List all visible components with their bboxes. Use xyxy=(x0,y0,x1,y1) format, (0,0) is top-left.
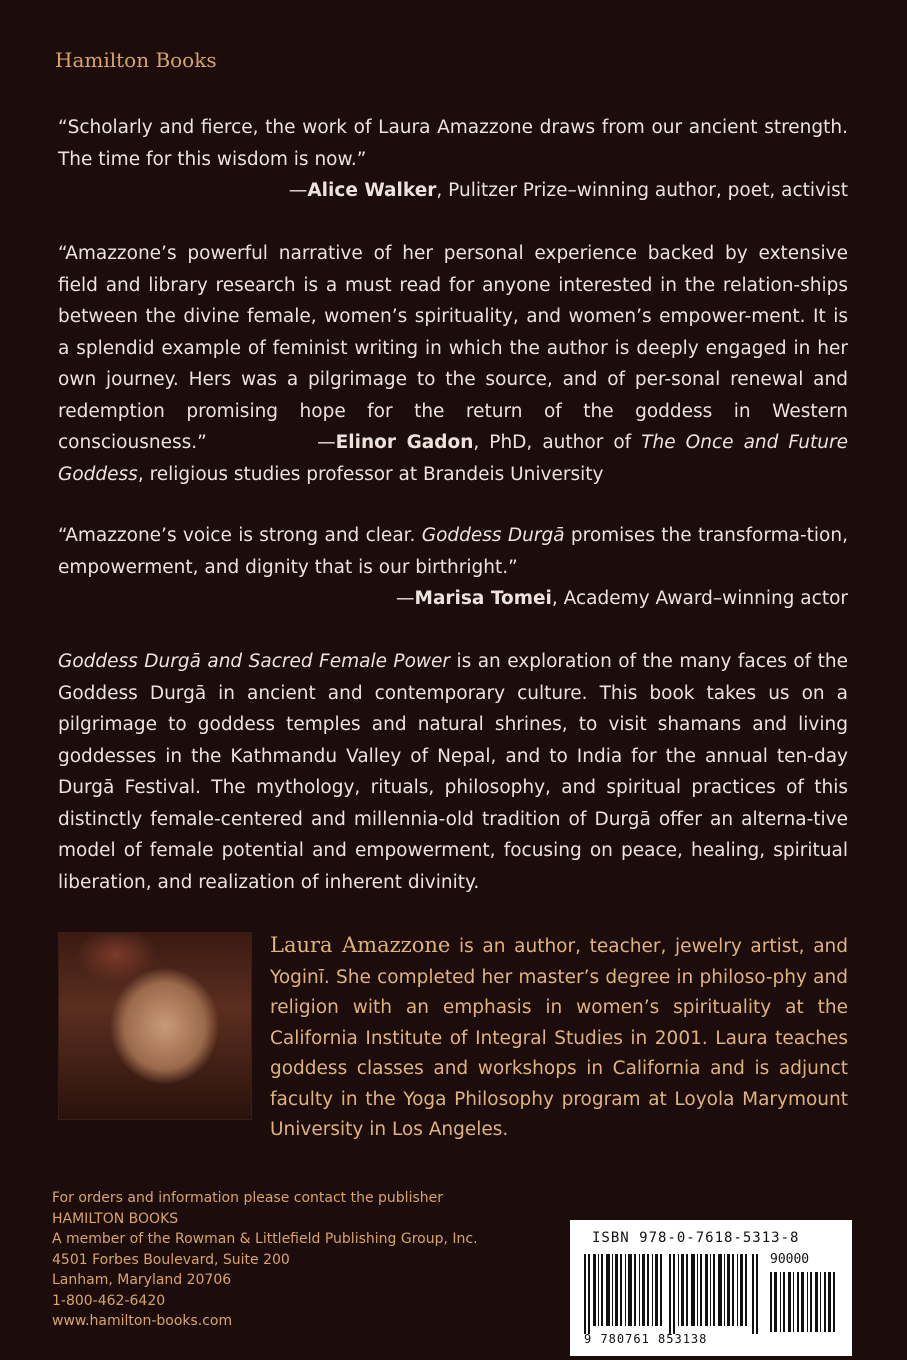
quote-text xyxy=(58,520,848,583)
contact-line: 4501 Forbes Boulevard, Suite 200 xyxy=(52,1251,290,1268)
author-name: Laura Amazzone xyxy=(270,933,451,957)
quote-body-end: promises the transforma-tion, empowerment, and dignity that is our birthright.” xyxy=(58,525,848,578)
book-description xyxy=(58,646,848,898)
price-code: 90000 xyxy=(770,1252,810,1267)
quote-book-title: Goddess Durgā xyxy=(421,525,565,546)
author-bio xyxy=(270,930,848,1146)
quote-body: “Amazzone’s powerful narrative of her personal experience backed by extensive field and library research is a must read for anyone interested in the relation-ships between the divine female, women’s spirituality, and women’s empower-ment. It is a splendid example of feminist writing in which the author is deeply engaged in her own journey. Hers was a pilgrimage to the source, and of per-sonal renewal and redemption promising hope for the return of the goddess in Western consciousness.” xyxy=(58,243,848,453)
contact-line: Lanham, Maryland 20706 xyxy=(52,1272,232,1288)
barcode-digits: 9 780761 853138 xyxy=(584,1332,708,1346)
description-body: is an exploration of the many faces of the Goddess Durgā in ancient and contemporary culture. This book takes us on a pilgrimage to goddess temples and natural shrines, to visit shamans and living goddesses in the Kathmandu Valley of Nepal, and to India for the annual ten-day Durgā Festival. The mythology, rituals, philosophy, and spiritual practices of this distinctly female-centered and millennia-old tradition of Durgā offer an alterna-tive model of female potential and empowerment, focusing on peace, healing, spiritual liberation, and realization of inherent divinity. xyxy=(58,651,848,893)
book-title: Goddess Durgā and Sacred Female Power xyxy=(58,651,451,672)
quote-marisa-tomei xyxy=(58,520,848,615)
quote-elinor-gadon xyxy=(58,238,848,490)
attribution-name: Alice Walker xyxy=(307,180,437,201)
barcode-bars-main xyxy=(584,1254,764,1334)
attribution-dash: — xyxy=(288,180,308,201)
isbn-text: ISBN 978-0-7618-5313-8 xyxy=(592,1230,800,1246)
attribution-role: , PhD, author of xyxy=(473,432,642,453)
attribution-role: , Academy Award–winning actor xyxy=(551,588,848,609)
quote-attribution xyxy=(58,175,848,207)
contact-line: A member of the Rowman & Littlefield Publishing Group, Inc. xyxy=(52,1231,478,1247)
quote-body-start: “Amazzone’s voice is strong and clear. xyxy=(58,525,422,546)
quote-alice-walker xyxy=(58,112,848,207)
attribution-book: The Once and Future Goddess xyxy=(58,432,848,485)
quote-attribution xyxy=(58,583,848,615)
contact-line: www.hamilton-books.com xyxy=(52,1313,233,1329)
attribution-tail: , religious studies professor at Brandeis University xyxy=(137,463,604,485)
publisher-name: Hamilton Books xyxy=(55,48,217,72)
author-photo xyxy=(58,932,252,1120)
contact-line: For orders and information please contact the publisher xyxy=(52,1190,443,1206)
author-bio-text: is an author, teacher, jewelry artist, and Yoginī. She completed her master’s degree in philoso-phy and religion with an emphasis in women’s spirituality at the California Institute of Integral Studies in 2001. Laura teaches goddess classes and workshops in California and is adjunct faculty in the Yoga Philosophy program at Loyola Marymount University in Los Angeles. xyxy=(270,936,848,1140)
attribution-role: , Pulitzer Prize–winning author, poet, activist xyxy=(436,180,848,201)
publisher-contact xyxy=(52,1188,522,1332)
quote-text: “Scholarly and fierce, the work of Laura Amazzone draws from our ancient strength. The time for this wisdom is now.” xyxy=(58,117,848,170)
description-text xyxy=(58,646,848,898)
attribution-name: Elinor Gadon xyxy=(335,432,474,453)
barcode-bars-addon xyxy=(770,1272,836,1332)
contact-line: 1-800-462-6420 xyxy=(52,1292,166,1309)
contact-line: HAMILTON BOOKS xyxy=(52,1210,179,1227)
attribution-name: Marisa Tomei xyxy=(414,588,552,609)
isbn-barcode xyxy=(570,1220,852,1356)
attribution-dash: — xyxy=(317,432,336,453)
quote-text xyxy=(58,238,848,490)
attribution-dash: — xyxy=(396,588,415,609)
